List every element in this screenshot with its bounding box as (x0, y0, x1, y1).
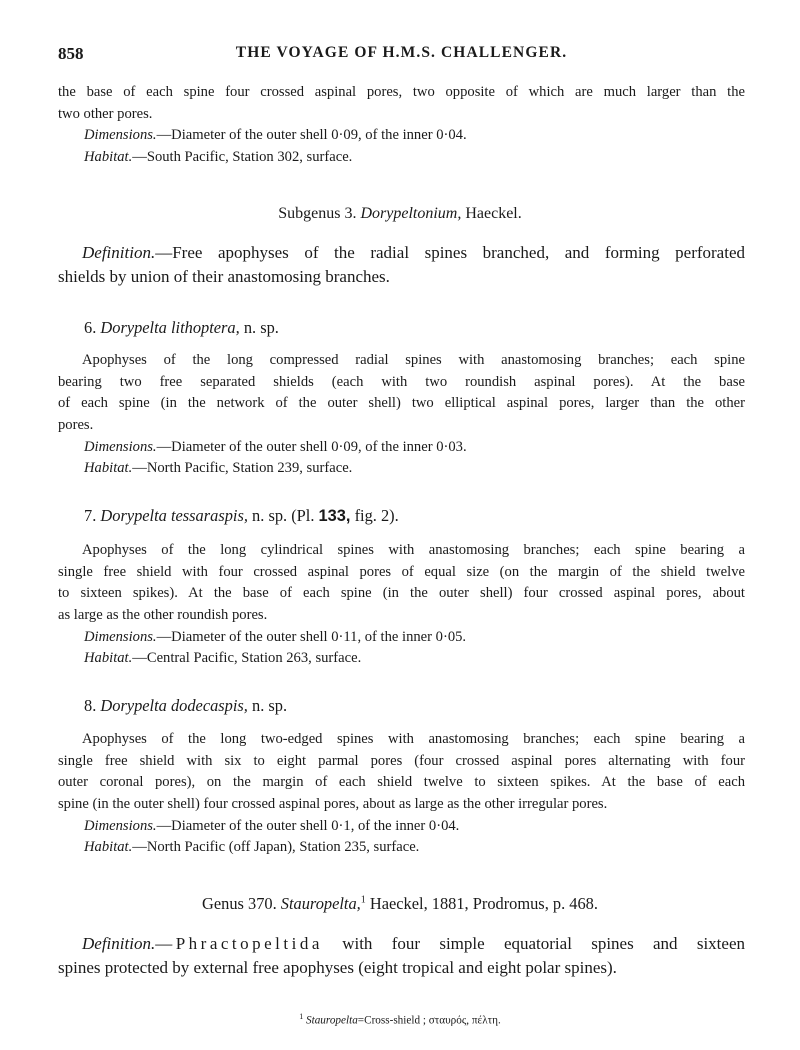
subgenus-name: Dorypeltonium, (360, 205, 462, 222)
dimensions-label: Dimensions. (84, 818, 157, 834)
text-line: the base of each spine four crossed aspinal pores, two opposite of which are much larger than the (58, 84, 745, 100)
continuation-paragraph (58, 82, 745, 125)
genus-author: Haeckel, 1881, Prodromus, p. 468. (369, 894, 598, 913)
footnote-term: Stauropelta (306, 1014, 358, 1027)
species-number: 7. (84, 506, 97, 525)
species-heading-8 (84, 696, 287, 716)
habitat-label: Habitat. (84, 460, 133, 476)
genus-name: Stauropelta, (280, 894, 361, 913)
dimensions-line (84, 627, 466, 649)
genus-prefix: Genus 370. (202, 894, 277, 913)
subgenus-definition (58, 241, 745, 289)
figure-ref: fig. 2). (354, 506, 399, 525)
habitat-line (84, 147, 352, 169)
dimensions-text: —Diameter of the outer shell 0·09, of the inner 0·03. (156, 439, 467, 455)
definition-text: with four simple equatorial spines and sixteen (342, 934, 745, 953)
species-name: Dorypelta tessaraspis, (100, 506, 248, 525)
dimensions-text: —Diameter of the outer shell 0·09, of the inner 0·04. (156, 127, 467, 143)
habitat-text: —South Pacific, Station 302, surface. (132, 149, 353, 165)
text-line: Apophyses of the long cylindrical spines with anastomosing branches; each spine bearing a (82, 542, 745, 558)
text-line: of each spine (in the network of the outer shell) two elliptical aspinal pores, larger than the other (58, 395, 745, 411)
species-number: 6. (84, 318, 97, 337)
habitat-label: Habitat. (84, 149, 133, 165)
species-description-8 (58, 729, 745, 815)
text-line: outer coronal pores), on the margin of each shield twelve to sixteen spikes. At the base of each (58, 774, 745, 790)
habitat-label: Habitat. (84, 650, 133, 666)
text-line: as large as the other roundish pores. (58, 606, 268, 623)
species-heading-7 (84, 506, 399, 526)
dimensions-label: Dimensions. (84, 439, 157, 455)
habitat-text: —North Pacific, Station 239, surface. (132, 460, 353, 476)
dimensions-label: Dimensions. (84, 629, 157, 645)
definition-label: Definition. (82, 934, 156, 953)
footnote-text: =Cross-shield ; (357, 1014, 426, 1027)
footnote-greek: σταυρός, πέλτη. (428, 1014, 501, 1027)
habitat-label: Habitat. (84, 839, 133, 855)
species-note: n. sp. (252, 696, 288, 715)
species-description-6 (58, 350, 745, 436)
dimensions-label: Dimensions. (84, 127, 157, 143)
species-heading-6 (84, 318, 279, 338)
definition-text: shields by union of their anastomosing branches. (58, 267, 390, 286)
dimensions-line (84, 437, 467, 459)
text-line: single free shield with four crossed aspinal pores of equal size (on the margin of the shield twelve (58, 563, 745, 580)
dimensions-text: —Diameter of the outer shell 0·1, of the inner 0·04. (156, 818, 460, 834)
dimensions-line (84, 125, 467, 147)
habitat-line (84, 648, 361, 670)
page-number: 858 (58, 44, 84, 63)
habitat-line (84, 837, 419, 859)
text-line: pores. (58, 416, 94, 433)
text-line: single free shield with six to eight parmal pores (four crossed aspinal pores alternating with four (58, 752, 745, 769)
species-name: Dorypelta dodecaspis, (100, 696, 248, 715)
habitat-line (84, 458, 352, 480)
species-name: Dorypelta lithoptera, (100, 318, 240, 337)
definition-label: Definition. (82, 243, 156, 262)
definition-term: —Phractopeltida (155, 934, 323, 953)
text-line: to sixteen spikes). At the base of each spine (in the outer shell) four crossed aspinal pores, about (58, 585, 745, 601)
species-description-7 (58, 540, 745, 626)
habitat-text: —North Pacific (off Japan), Station 235, surface. (132, 839, 420, 855)
footnote-marker: 1 (360, 894, 366, 906)
footnote (0, 1012, 800, 1027)
subgenus-heading (0, 205, 800, 223)
text-line: bearing two free separated shields (each with two roundish aspinal pores). At the base (58, 373, 745, 390)
plate-number: 133, (318, 507, 351, 525)
footnote-number: 1 (299, 1012, 304, 1021)
page-header (58, 44, 745, 68)
text-line: Apophyses of the long compressed radial spines with anastomosing branches; each spine (82, 352, 745, 368)
dimensions-text: —Diameter of the outer shell 0·11, of the inner 0·05. (156, 629, 467, 645)
running-title: THE VOYAGE OF H.M.S. CHALLENGER. (235, 44, 568, 61)
species-number: 8. (84, 696, 97, 715)
habitat-text: —Central Pacific, Station 263, surface. (132, 650, 362, 666)
genus-heading (0, 894, 800, 914)
definition-text: —Free apophyses of the radial spines branched, and forming perforated (155, 243, 745, 262)
subgenus-author: Haeckel. (465, 205, 522, 222)
dimensions-line (84, 816, 459, 838)
text-line: two other pores. (58, 105, 153, 122)
text-line: spine (in the outer shell) four crossed aspinal pores, about as large as the other irregular pores. (58, 795, 608, 812)
definition-text: spines protected by external free apophyses (eight tropical and eight polar spines). (58, 958, 617, 977)
subgenus-prefix: Subgenus 3. (278, 205, 357, 222)
species-note: n. sp. (243, 318, 279, 337)
text-line: Apophyses of the long two-edged spines with anastomosing branches; each spine bearing a (82, 731, 745, 747)
genus-definition (58, 932, 745, 980)
species-note: n. sp. (Pl. (252, 506, 315, 525)
